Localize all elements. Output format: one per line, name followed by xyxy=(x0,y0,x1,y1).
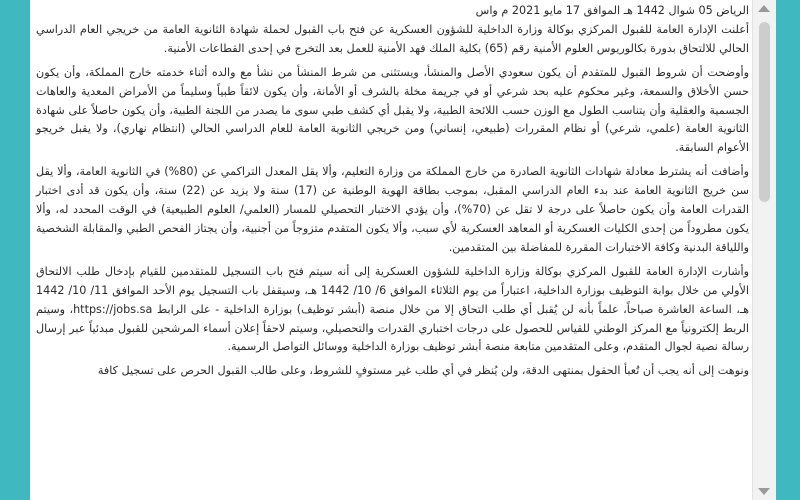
article-paragraph-1: أعلنت الإدارة العامة للقبول المركزي بوكالة وزارة الداخلية للشؤون العسكرية عن فتح باب القبول لحملة شهادة الثانوية العامة من خريجي العام الدراسي الحالي للالتحاق بدورة بكالوريوس العلوم الأمنية رقم (65) بكلية الملك فهد الأمنية للعمل بعد التخرج في إحدى القطاعات الأمنية. xyxy=(36,22,749,55)
article-paragraph-2: وأوضحت أن شروط القبول للمتقدم أن يكون سعودي الأصل والمنشأ، ويستثنى من شرط المنشأ من نشأ مع والده أثناء خدمته خارج المملكة، وأن يكون حسن الأخلاق والسمعة، وغير محكوم عليه بحد شرعي أو في جريمة مخلة بالشرف أو الأمانة، وأن يكون لائقاً طبياً وسليماً من الأمراض المعدية والعاهات الجسمية والعقلية وأن يتناسب الطول مع الوزن حسب اللائحة الطبية، ولا يقبل أي كشف طبي سوى ما يصدر من اللجنة الطبية، وأن يكون حاصلاً على شهادة الثانوية العامة (علمي، شرعي) أو نظام المقررات (طبيعي، إنساني) ومن خريجي الثانوية العامة للعام الدراسي الحالي (انتظام نهاري)، ولا يقبل خريجو الأعوام السابقة. xyxy=(36,65,749,155)
article-page xyxy=(30,0,776,500)
scroll-down-arrow-icon[interactable] xyxy=(758,488,770,495)
article-paragraph-4: وأشارت الإدارة العامة للقبول المركزي بوكالة وزارة الداخلية للشؤون العسكرية إلى أنه سيتم فتح باب التسجيل للمتقدمين للقيام بإدخال طلب الالتحاق الأولي من خلال بوابة التوظيف بوزارة الداخلية، اعتباراً من يوم الثلاثاء الموافق 6/ 10/ 1442 هـ، وسيقفل باب التسجيل يوم الأحد الموافق 11/ 10/ 1442 هـ، الساعة العاشرة صباحاً، علماً بأنه لن يُقبل أي طلب التحاق إلا من خلال منصة (أبشر توظيف) بوزارة الداخلية - على الرابط https://jobs.sa، وسيتم الربط إلكترونياً مع المركز الوطني للقياس للحصول على درجات اختباري القدرات والتحصيلي، وسيتم لاحقاً إعلان أسماء المرشحين للقبول مبدئياً عبر إرسال رسالة نصية لجوال المتقدم، وعلى المتقدمين متابعة منصة أبشر توظيف بوزارة الداخلية ووسائل التواصل الرسمية. xyxy=(36,264,750,354)
article-paragraph-3: وأضافت أنه يشترط معادلة شهادات الثانوية الصادرة من خارج المملكة من وزارة التعليم، وألا يقل المعدل التراكمي عن (80%) في الثانوية العامة، وألا يقل سن خريج الثانوية العامة عند بدء العام الدراسي المقبل، بموجب بطاقة الهوية الوطنية عن (17) سنة ولا يزيد عن (22) سنة، وأن يكون قد أدى اختبار القدرات العامة وأن يكون حاصلاً على درجة لا تقل عن (70%)، وأن يؤدي الاختبار التحصيلي للمسار (العلمي/ العلوم الطبيعية) في الوقت المحدد له، وألا يكون مطروداً من إحدى الكليات العسكرية أو المعاهد العسكرية لأي سبب، وألا يكون المتقدم متزوجاً من أجنبية، وأن يجتاز الفحص الطبي والمقابلة الشخصية واللياقة البدنية وكافة الاختبارات المقررة للمفاضلة بين المتقدمين. xyxy=(36,165,749,254)
vertical-scrollbar[interactable] xyxy=(752,0,776,500)
article-paragraph-5: ونوهت إلى أنه يجب أن تُعبأ الحقول بمنتهى الدقة، ولن يُنظر في أي طلب غير مستوفٍ للشروط، وعلى طالب القبول الحرص على تسجيل كافة xyxy=(97,364,749,378)
scrollbar-thumb[interactable] xyxy=(759,22,770,202)
article-dateline: الرياض 05 شوال 1442 هـ الموافق 17 مايو 2021 م واس xyxy=(475,4,749,17)
scroll-up-arrow-icon[interactable] xyxy=(758,5,770,12)
news-article xyxy=(36,2,749,386)
